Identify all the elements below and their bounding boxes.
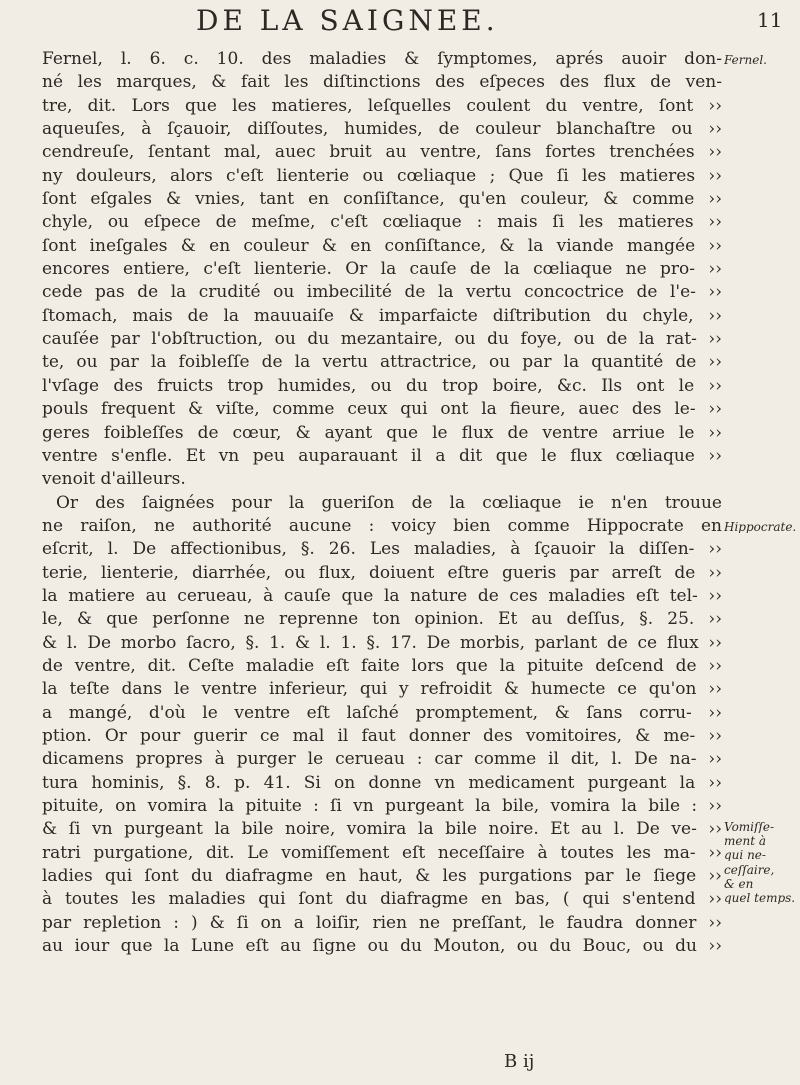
text-line: pouls frequent & viſte, comme ceux qui ont la fieure, auec des le- ›› <box>42 399 722 420</box>
text-line: pituite, on vomira la pituite : ſi vn purgeant la bile, vomira la bile : ›› <box>42 796 722 816</box>
text-line: ſont ineſgales & en couleur & en conſiſtance, & la viande mangée ›› <box>42 235 722 256</box>
text-line: cede pas de la crudité ou imbecilité de la vertu concoctrice de l'e- ›› <box>42 282 722 303</box>
margin-note: ceſſaire, <box>724 863 775 876</box>
page-header <box>0 4 800 40</box>
text-line: Fernel, l. 6. c. 10. des maladies & ſymptomes, aprés auoir don- <box>42 49 722 69</box>
text-line: eſcrit, l. De affectionibus, §. 26. Les maladies, à ſçauoir la diſſen- ›› <box>42 539 722 560</box>
margin-note: Fernel. <box>724 54 767 66</box>
text-line: tura hominis, §. 8. p. 41. Si on donne vn medicament purgeant la ›› <box>42 772 722 793</box>
text-line: ne raiſon, ne authorité aucune : voicy bien comme Hippocrate en <box>42 515 722 536</box>
text-line: te, ou par la foibleſſe de la vertu attractrice, ou par la quantité de ›› <box>42 352 722 373</box>
text-line: encores entiere, c'eſt lienterie. Or la cauſe de la cœliaque ne pro- ›› <box>42 259 722 280</box>
text-line: cauſée par l'obſtruction, ou du mezantaire, ou du foye, ou de la rat- ›› <box>42 329 722 350</box>
text-line: terie, lienterie, diarrhée, ou flux, doiuent eſtre gueris par arreſt de ›› <box>42 562 722 583</box>
text-line: cendreuſe, ſentant mal, auec bruit au ventre, ſans fortes trenchées ›› <box>42 142 722 163</box>
text-line: geres foibleſſes de cœur, & ayant que le flux de ventre arriue le ›› <box>42 422 722 443</box>
text-line: tre, dit. Lors que les matieres, leſquelles coulent du ventre, ſont ›› <box>42 95 722 116</box>
body-text <box>42 48 722 958</box>
margin-note: Hippocrate. <box>724 521 797 533</box>
text-line: venoit d'ailleurs. <box>42 469 186 490</box>
margin-note: quel temps. <box>724 892 796 905</box>
text-line: ption. Or pour guerir ce mal il faut donner des vomitoires, & me- ›› <box>42 725 722 746</box>
text-line: la teſte dans le ventre inferieur, qui y refroidit & humecte ce qu'on ›› <box>42 679 722 700</box>
text-line: le, & que perſonne ne reprenne ton opinion. Et au deſſus, §. 25. ›› <box>42 609 722 630</box>
text-line: ratri purgatione, dit. Le vomiſſement eſt neceſſaire à toutes les ma- ›› <box>42 842 722 863</box>
text-line: la matiere au cerueau, à cauſe que la nature de ces maladies eſt tel- ›› <box>42 585 722 606</box>
margin-note: & en <box>724 877 754 890</box>
text-line: Or des ſaignées pour la gueriſon de la cœliaque ie n'en trouue <box>56 492 722 513</box>
text-line: de ventre, dit. Ceſte maladie eſt faite lors que la pituite deſcend de ›› <box>42 655 722 676</box>
text-line: ventre s'enfle. Et vn peu auparauant il a dit que le flux cœliaque ›› <box>42 445 722 466</box>
text-line: a mangé, d'où le ventre eſt laſché promptement, & ſans corru- ›› <box>42 702 722 723</box>
text-line: ny douleurs, alors c'eſt lienterie ou cœliaque ; Que ſi les matieres ›› <box>42 165 722 186</box>
running-head: DE LA SAIGNEE. <box>196 4 499 37</box>
text-line: ſont eſgales & vnies, tant en conſiſtance, qu'en couleur, & comme ›› <box>42 189 722 210</box>
text-line: au iour que la Lune eſt au ſigne ou du Mouton, ou du Bouc, ou du ›› <box>42 936 722 957</box>
text-line: aqueuſes, à ſçauoir, diſſoutes, humides, de couleur blanchaſtre ou ›› <box>42 119 722 140</box>
text-line: à toutes les maladies qui ſont du diafragme en bas, ( qui s'entend ›› <box>42 889 722 910</box>
margin-note: ment à <box>724 834 766 847</box>
page-number: 11 <box>757 8 783 32</box>
text-line: dicamens propres à purger le cerueau : car comme il dit, l. De na- ›› <box>42 749 722 770</box>
text-line: ſtomach, mais de la mauuaiſe & imparfaicte diſtribution du chyle, ›› <box>42 305 722 326</box>
margin-note: qui ne- <box>724 849 766 862</box>
text-line: par repletion : ) & ſi on a loiſir, rien ne preſſant, le faudra donner ›› <box>42 912 722 933</box>
text-line: & ſi vn purgeant la bile noire, vomira la bile noire. Et au l. De ve- ›› <box>42 819 722 840</box>
text-line: ladies qui ſont du diafragme en haut, & les purgations par le ſiege ›› <box>42 866 722 887</box>
margin-note: Vomiſſe- <box>724 820 775 833</box>
text-line: l'vſage des fruicts trop humides, ou du trop boire, &c. Ils ont le ›› <box>42 375 722 396</box>
text-line: né les marques, & fait les diſtinctions des eſpeces des flux de ven- <box>42 72 722 93</box>
text-line: & l. De morbo ſacro, §. 1. & l. 1. §. 17. De morbis, parlant de ce flux ›› <box>42 632 722 653</box>
text-line: chyle, ou eſpece de meſme, c'eſt cœliaque : mais ſi les matieres ›› <box>42 212 722 233</box>
signature-mark: B ij <box>504 1051 535 1072</box>
